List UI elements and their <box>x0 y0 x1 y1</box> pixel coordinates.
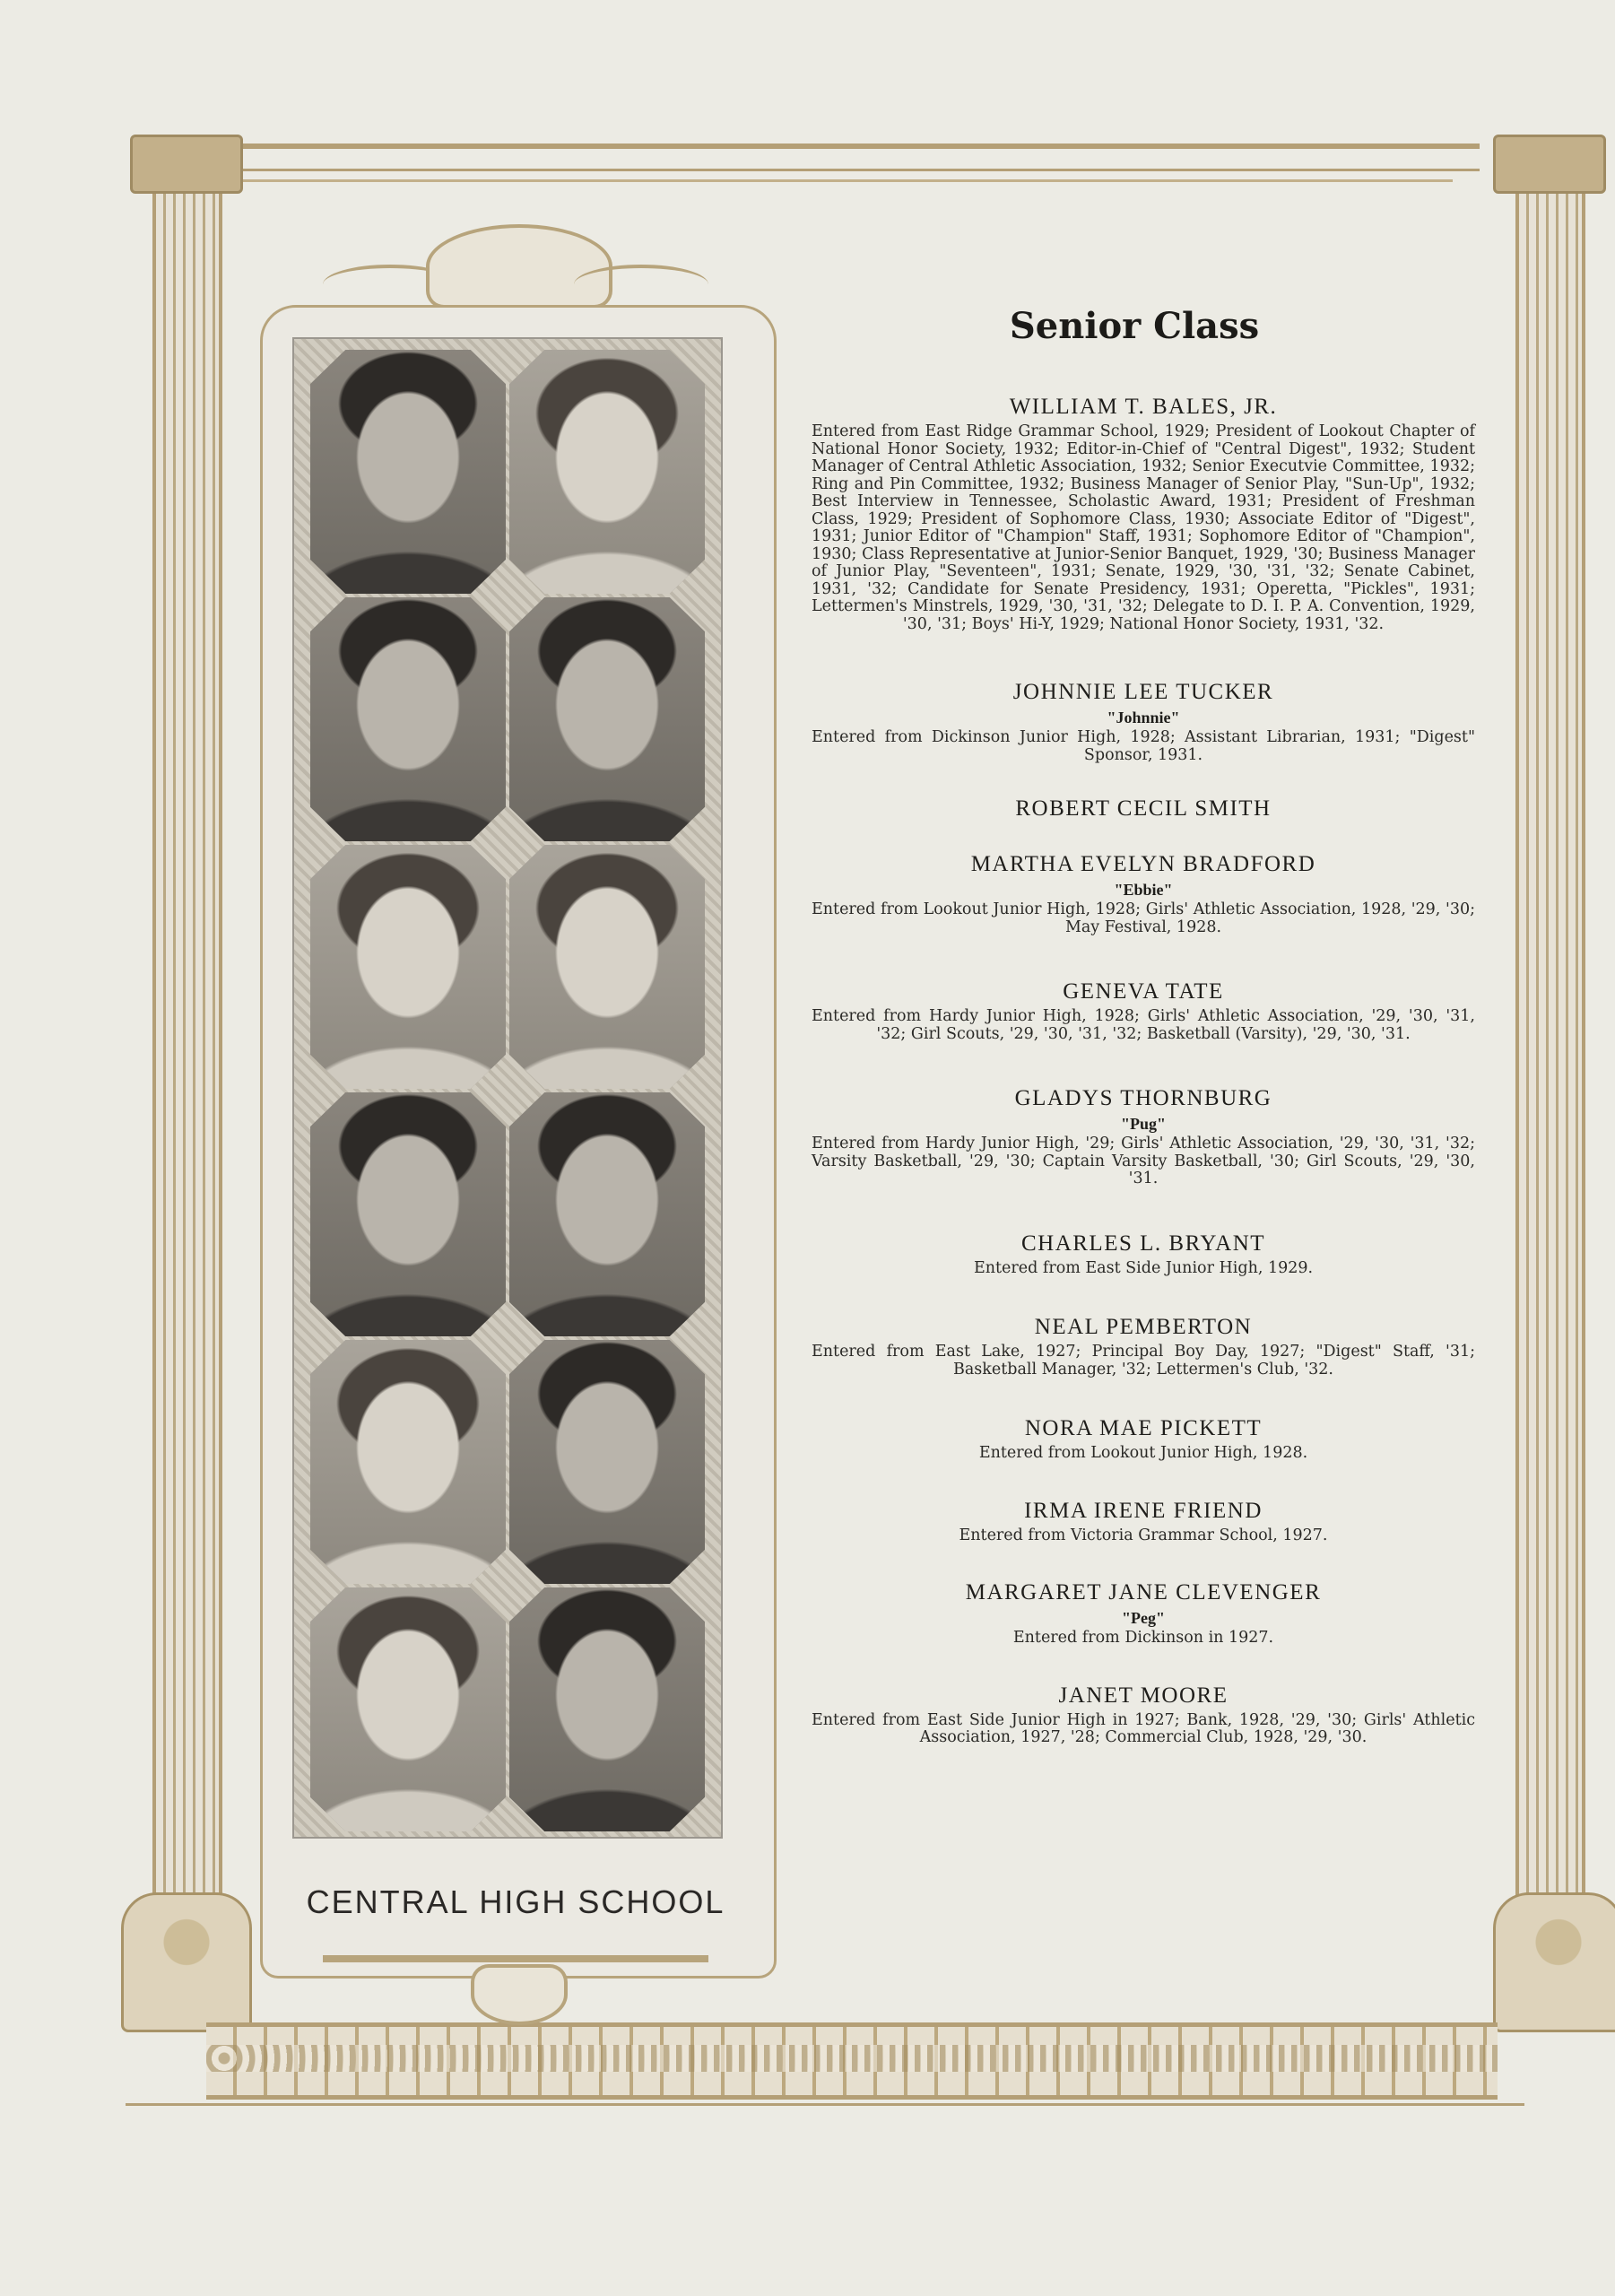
senior-entry <box>812 852 1475 936</box>
senior-entry <box>812 1086 1475 1188</box>
crest-scroll-right <box>574 265 708 304</box>
senior-description: Entered from Hardy Junior High, '29; Girls' Athletic Association, '29, '30, '31, '32; Varsity Basketball, '29, '30; Captain Varsity Basketball, '30; Girl Scouts, '29, '30, '31. <box>812 1135 1475 1187</box>
foot-cartouche <box>471 1964 568 2025</box>
senior-description: Entered from Lookout Junior High, 1928. <box>978 1444 1308 1462</box>
senior-entry <box>812 395 1475 633</box>
senior-nickname: "Ebbie" <box>1114 881 1173 899</box>
left-column-ornament <box>152 152 222 2018</box>
left-figure-ornament <box>121 1892 252 2032</box>
portrait-photo <box>509 1340 705 1584</box>
right-figure-ornament <box>1493 1892 1615 2032</box>
senior-nickname: "Johnnie" <box>1107 709 1180 726</box>
base-rule <box>126 2103 1524 2106</box>
senior-description: Entered from Lookout Junior High, 1928; Girls' Athletic Association, 1928, '29, '30; May Festival, 1928. <box>812 900 1475 936</box>
portrait-photo <box>509 1092 705 1336</box>
senior-name: MARTHA EVELYN BRADFORD <box>970 852 1316 876</box>
portrait-photo <box>509 597 705 841</box>
senior-name: GLADYS THORNBURG <box>1014 1086 1272 1110</box>
senior-description: Entered from Hardy Junior High, 1928; Girls' Athletic Association, '29, '30, '31, '32; Girl Scouts, '29, '30, '31, '32; Basketball (Varsity), '29, '30, '31. <box>812 1007 1475 1043</box>
senior-description: Entered from East Lake, 1927; Principal Boy Day, 1927; "Digest" Staff, '31; Basketball Manager, '32; Lettermen's Club, '32. <box>812 1343 1475 1378</box>
senior-entry <box>812 1499 1475 1545</box>
crest-cartouche <box>426 224 612 309</box>
portrait-photo <box>509 845 705 1089</box>
senior-nickname: "Pug" <box>1121 1115 1166 1133</box>
senior-entry <box>812 1231 1475 1278</box>
portrait-grid <box>292 337 723 1839</box>
panel-crest-ornament <box>323 224 708 305</box>
portrait-photo <box>310 1587 506 1831</box>
senior-name: IRMA IRENE FRIEND <box>1024 1498 1263 1523</box>
senior-name: WILLIAM T. BALES, JR. <box>1009 395 1278 419</box>
senior-name: CHARLES L. BRYANT <box>1020 1231 1266 1256</box>
panel-foot-ornament <box>323 1955 708 2027</box>
senior-description: Entered from Dickinson in 1927. <box>1012 1629 1274 1647</box>
senior-name: ROBERT CECIL SMITH <box>1015 796 1272 821</box>
senior-description: Entered from Victoria Grammar School, 1927. <box>959 1526 1328 1544</box>
senior-name: JOHNNIE LEE TUCKER <box>1012 680 1274 704</box>
senior-nickname: "Peg" <box>1122 1609 1165 1627</box>
senior-entries <box>812 395 1475 1747</box>
portrait-photo <box>509 350 705 594</box>
senior-description: Entered from Dickinson Junior High, 1928; Assistant Librarian, 1931; "Digest" Sponsor, 1931. <box>812 728 1475 764</box>
page-title: Senior Class <box>1009 305 1260 347</box>
senior-description: Entered from East Side Junior High in 1927; Bank, 1928, '29, '30; Girls' Athletic Association, 1927, '28; Commercial Club, 1928, '29, '30. <box>812 1710 1475 1746</box>
senior-entry <box>812 1580 1475 1648</box>
right-column-ornament <box>1515 152 1585 2018</box>
senior-entry <box>812 1416 1475 1463</box>
frame-inner-rule <box>197 179 1453 182</box>
senior-entry <box>812 979 1475 1043</box>
senior-name: NORA MAE PICKETT <box>1024 1416 1263 1440</box>
portrait-photo <box>310 350 506 594</box>
foot-scroll-right <box>323 1959 708 1962</box>
bottom-frieze-ornament <box>206 2022 1498 2100</box>
senior-entry <box>812 680 1475 764</box>
senior-description: Entered from East Ridge Grammar School, 1929; President of Lookout Chapter of National Honor Society, 1932; Editor-in-Chief of "Central Digest", 1932; Student Manager of Central Athletic Association, 1932; Senior Executvie Committee, 1932; Ring and Pin Committee, 1932; Business Manager of Senior Play, "Sun-Up", 1932; Best Interview in Tennessee, Scholastic Award, 1931; President of Freshman Class, 1929; President of Sophomore Class, 1930; Associate Editor of "Digest", 1931; Junior Editor of "Champion" Staff, 1931; Sophomore Editor of "Champion", 1930; Class Representative at Junior-Senior Banquet, 1929, '30; Business Manager of Junior Play, "Seventeen", 1931; Senate, 1929, '30, '31, '32; Senate Cabinet, 1931, '32; Candidate for Senate Presidency, 1931; Operetta, "Pickles", 1931; Lettermen's Minstrels, 1929, '30, '31, '32; Delegate to D. I. P. A. Convention, 1929, '30, '31; Boys' Hi-Y, 1929; National Honor Society, 1931, '32. <box>812 422 1475 633</box>
senior-entry <box>812 1315 1475 1378</box>
left-capital-ornament <box>130 135 243 194</box>
senior-name: GENEVA TATE <box>1063 979 1224 1004</box>
senior-name: JANET MOORE <box>1058 1683 1229 1708</box>
frame-top-border <box>161 144 1480 171</box>
portrait-photo <box>310 1092 506 1336</box>
portrait-photo <box>310 597 506 841</box>
portrait-photo <box>509 1587 705 1831</box>
senior-name: MARGARET JANE CLEVENGER <box>965 1580 1322 1605</box>
portrait-photo <box>310 845 506 1089</box>
right-capital-ornament <box>1493 135 1606 194</box>
senior-name: NEAL PEMBERTON <box>1034 1315 1253 1339</box>
senior-entry <box>812 796 1475 822</box>
portrait-photo <box>310 1340 506 1584</box>
senior-description: Entered from East Side Junior High, 1929. <box>973 1258 1314 1277</box>
senior-entry <box>812 1683 1475 1747</box>
school-name-caption: CENTRAL HIGH SCHOOL <box>306 1883 725 1920</box>
